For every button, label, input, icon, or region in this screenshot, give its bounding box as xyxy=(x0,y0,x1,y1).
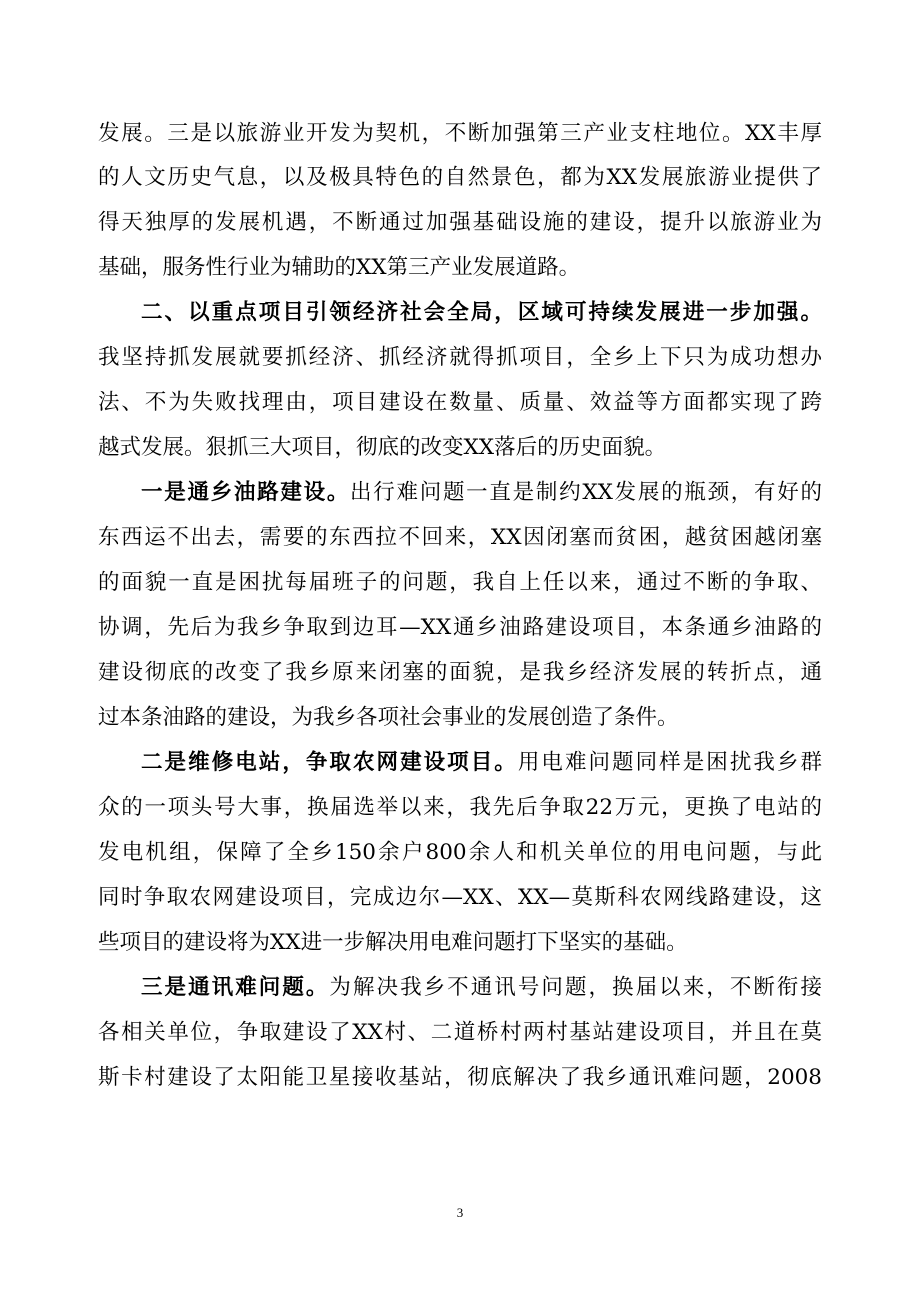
body-line: 的人文历史气息，以及极具特色的自然景色，都为XX发展旅游业提供了 xyxy=(98,165,822,190)
body-line: 越式发展。狠抓三大项目，彻底的改变XX落后的历史面貌。 xyxy=(98,435,667,460)
paragraph-lead: 三是通讯难问题。 xyxy=(141,975,330,1000)
section-heading: 二、以重点项目引领经济社会全局，区域可持续发展进一步加强。 xyxy=(141,300,822,325)
body-line: 些项目的建设将为XX进一步解决用电难问题打下坚实的基础。 xyxy=(98,930,688,955)
body-line: 基础，服务性行业为辅助的XX第三产业发展道路。 xyxy=(98,255,581,280)
body-line: 的面貌一直是困扰每届班子的问题，我自上任以来，通过不断的争取、 xyxy=(98,570,822,595)
body-line: 得天独厚的发展机遇，不断通过加强基础设施的建设，提升以旅游业为 xyxy=(98,210,822,235)
paragraph-first-line xyxy=(141,745,822,781)
body-line: 建设彻底的改变了我乡原来闭塞的面貌，是我乡经济发展的转折点，通 xyxy=(98,660,822,685)
paragraph-first-line xyxy=(141,970,822,1006)
body-line: 发展。三是以旅游业开发为契机，不断加强第三产业支柱地位。XX丰厚 xyxy=(98,121,822,146)
body-line: 过本条油路的建设，为我乡各项社会事业的发展创造了条件。 xyxy=(98,705,679,730)
paragraph-first-text: 用电难问题同样是困扰我乡群 xyxy=(517,750,822,775)
body-line: 斯卡村建设了太阳能卫星接收基站，彻底解决了我乡通讯难问题，2008 xyxy=(98,1065,822,1090)
body-line: 发电机组，保障了全乡150余户800余人和机关单位的用电问题，与此 xyxy=(98,840,822,865)
paragraph-first-text: 出行难问题一直是制约XX发展的瓶颈，有好的 xyxy=(350,480,822,505)
paragraph-first-text: 为解决我乡不通讯号问题，换届以来，不断衔接 xyxy=(329,975,822,1000)
body-line: 协调，先后为我乡争取到边耳—XX通乡油路建设项目，本条通乡油路的 xyxy=(98,615,822,640)
paragraph-lead: 二是维修电站，争取农网建设项目。 xyxy=(141,750,518,775)
body-line: 东西运不出去，需要的东西拉不回来，XX因闭塞而贫困，越贫困越闭塞 xyxy=(98,525,822,550)
body-line: 各相关单位，争取建设了XX村、二道桥村两村基站建设项目，并且在莫 xyxy=(98,1020,822,1045)
body-line: 法、不为失败找理由，项目建设在数量、质量、效益等方面都实现了跨 xyxy=(98,390,822,415)
paragraph-first-line xyxy=(141,475,822,511)
body-line: 同时争取农网建设项目，完成边尔—XX、XX—莫斯科农网线路建设，这 xyxy=(98,885,822,910)
page-number: 3 xyxy=(456,1205,464,1220)
body-line: 我坚持抓发展就要抓经济、抓经济就得抓项目，全乡上下只为成功想办 xyxy=(98,345,822,370)
paragraph-lead: 一是通乡油路建设。 xyxy=(141,480,351,505)
body-line: 众的一项头号大事，换届选举以来，我先后争取22万元，更换了电站的 xyxy=(98,795,822,820)
